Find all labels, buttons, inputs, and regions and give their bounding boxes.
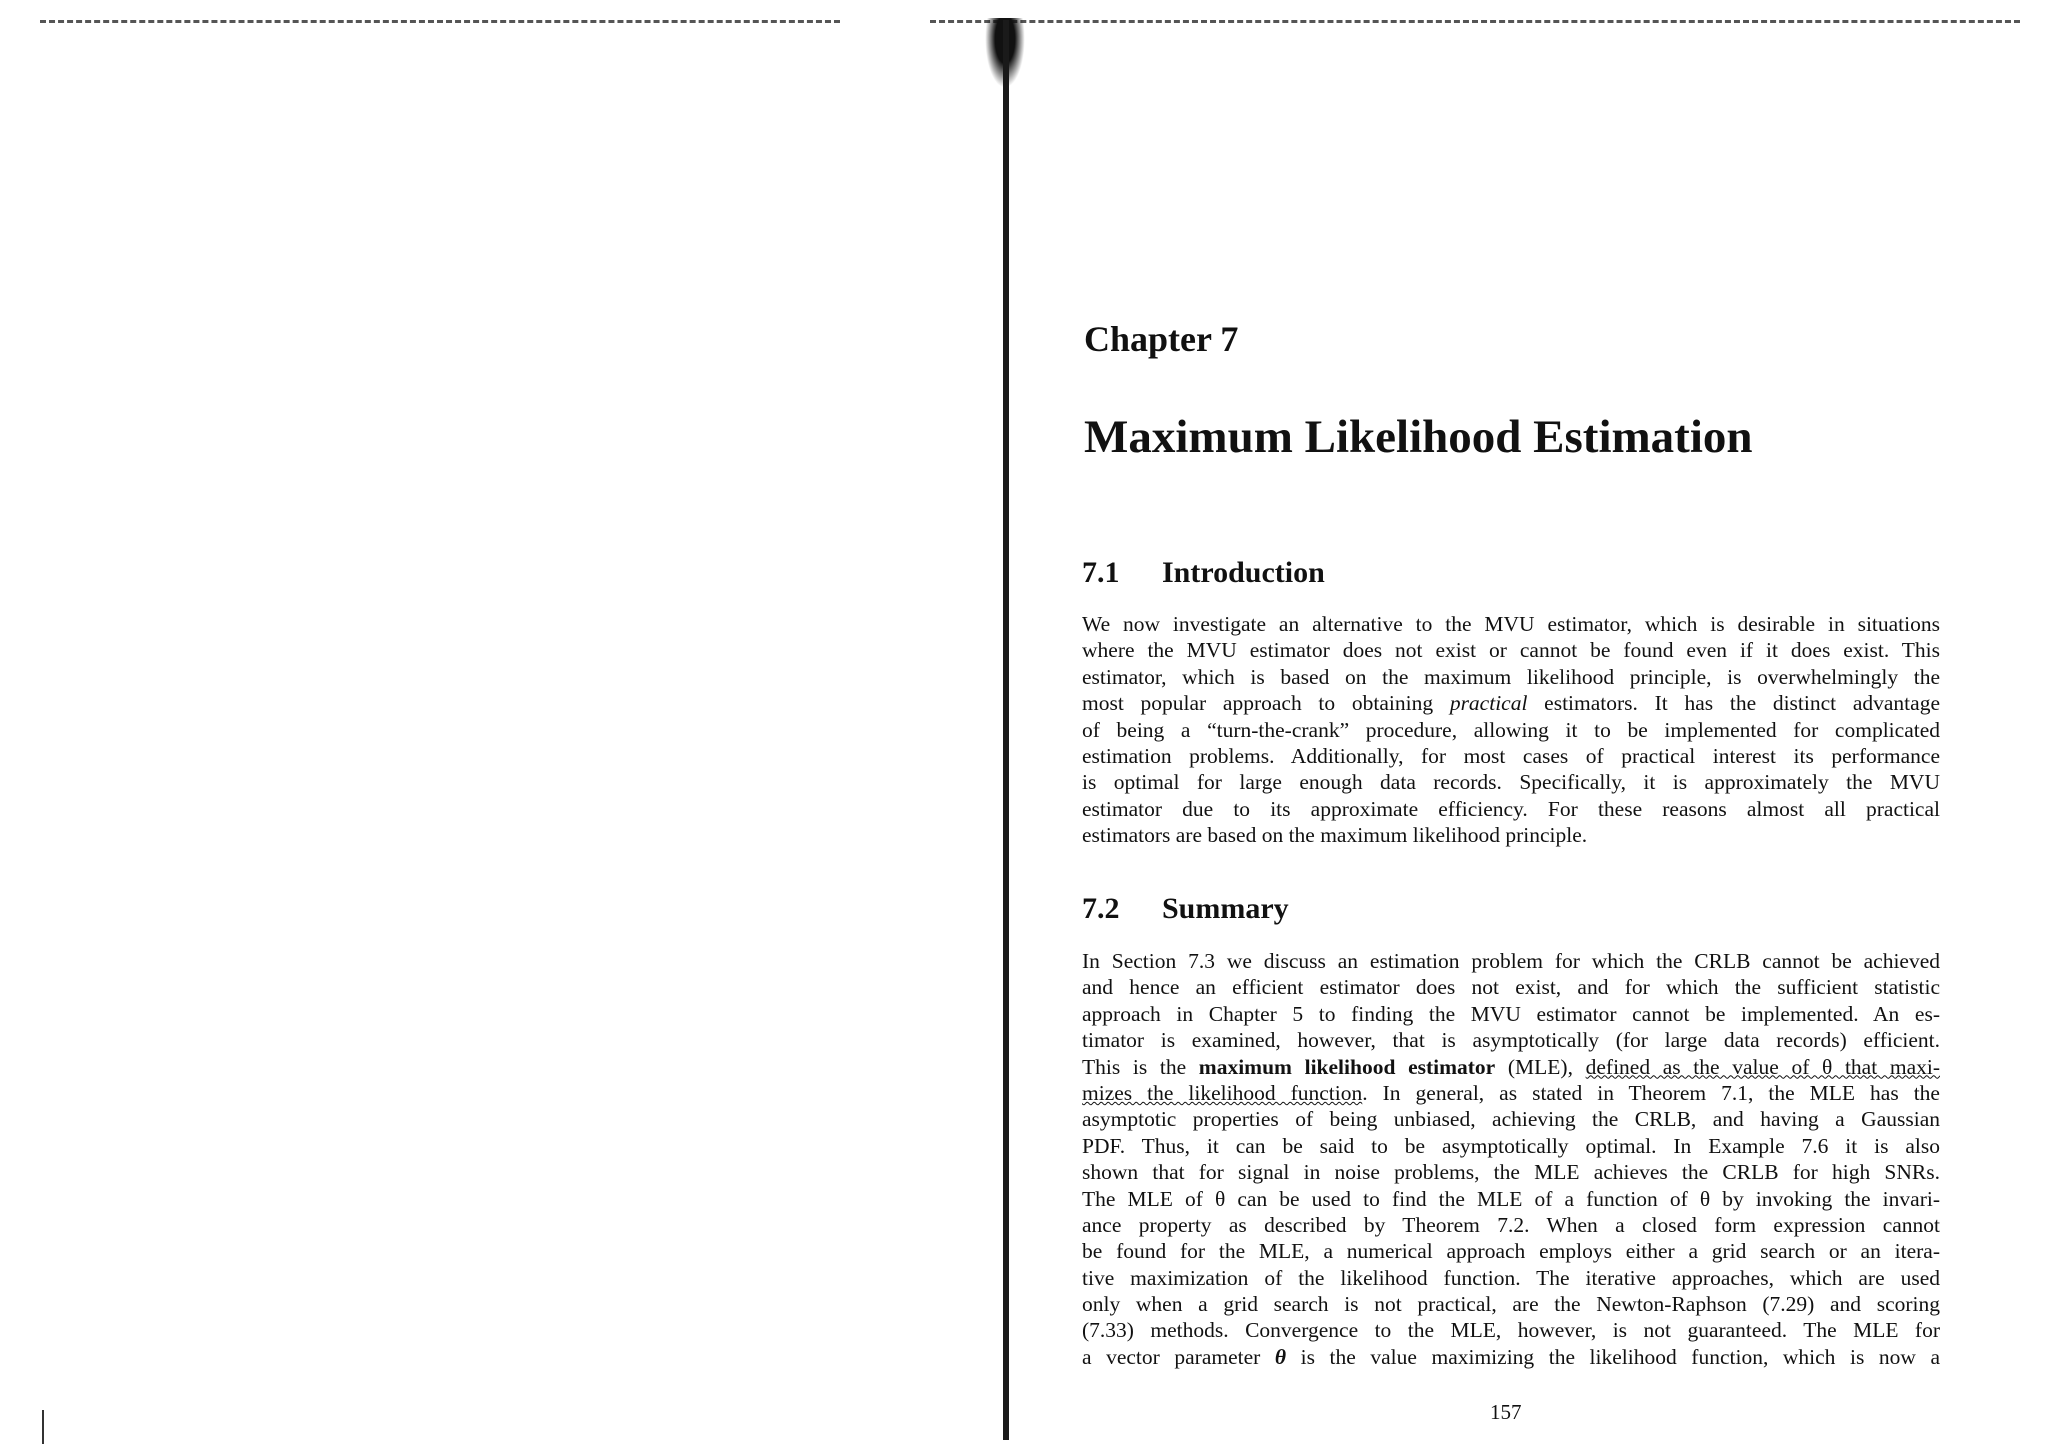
text-line: ance property as described by Theorem 7.2. When a closed form expression cannot [1082, 1212, 1940, 1237]
chapter-label: Chapter 7 [1084, 319, 1239, 359]
text-line: asymptotic properties of being unbiased, achieving the CRLB, and having a Gaussian [1082, 1107, 1940, 1132]
scan-top-edge-right [930, 20, 2020, 23]
bold-theta: θ [1274, 1344, 1287, 1369]
text-line: shown that for signal in noise problems, the MLE achieves the CRLB for high SNRs. [1082, 1160, 1940, 1185]
chapter-title: Maximum Likelihood Estimation [1084, 411, 1753, 463]
text-fragment: (MLE), [1495, 1054, 1586, 1079]
section-heading-summary [1082, 892, 1289, 926]
section-number: 7.2 [1082, 892, 1120, 925]
text-line [1082, 1054, 1940, 1080]
text-line: timator is examined, however, that is asymptotically (for large data records) efficient. [1082, 1028, 1940, 1053]
italic-word: practical [1449, 691, 1528, 716]
text-line: is optimal for large enough data records. Specifically, it is approximately the MVU [1082, 770, 1940, 795]
text-line [1082, 1080, 1940, 1106]
scan-mark [42, 1410, 44, 1444]
text-fragment: This is the [1082, 1054, 1199, 1079]
text-line: (7.33) methods. Convergence to the MLE, however, is not guaranteed. The MLE for [1082, 1318, 1940, 1343]
text-line: We now investigate an alternative to the MVU estimator, which is desirable in situations [1082, 612, 1940, 636]
text-line: estimator, which is based on the maximum likelihood principle, is overwhelmingly the [1082, 664, 1940, 689]
section-title: Introduction [1162, 556, 1325, 589]
section-heading-introduction [1082, 556, 1325, 590]
page-number: 157 [1490, 1400, 1522, 1424]
text-line: approach in Chapter 5 to finding the MVU estimator cannot be implemented. An es- [1082, 1001, 1940, 1026]
text-line: estimators are based on the maximum likelihood principle. [1082, 823, 1588, 848]
text-line [1082, 1344, 1940, 1370]
summary-paragraph [1082, 948, 1940, 1370]
bold-term: maximum likelihood estimator [1198, 1054, 1496, 1079]
text-fragment: . In general, as stated in Theorem 7.1, the MLE has the [1362, 1080, 1940, 1105]
text-line: be found for the MLE, a numerical approach employs either a grid search or an itera- [1082, 1239, 1940, 1264]
scan-top-edge [40, 20, 840, 23]
text-line: In Section 7.3 we discuss an estimation problem for which the CRLB cannot be achieved [1082, 949, 1940, 973]
handwritten-underline: mizes the likelihood function [1082, 1080, 1363, 1105]
text-fragment: a vector parameter [1082, 1344, 1275, 1369]
text-line: tive maximization of the likelihood function. The iterative approaches, which are used [1082, 1265, 1940, 1290]
text-fragment: is the value maximizing the likelihood function, which is now a [1286, 1344, 1941, 1369]
text-line: and hence an efficient estimator does not exist, and for which the sufficient statistic [1082, 975, 1940, 1000]
text-line: estimation problems. Additionally, for most cases of practical interest its performance [1082, 743, 1940, 768]
text-line: estimator due to its approximate efficiency. For these reasons almost all practical [1082, 796, 1940, 821]
text-line: PDF. Thus, it can be said to be asymptotically optimal. In Example 7.6 it is also [1082, 1133, 1940, 1158]
book-spine [1003, 20, 1009, 1440]
text-line: only when a grid search is not practical, are the Newton-Raphson (7.29) and scoring [1082, 1292, 1940, 1317]
text-line: most popular approach to obtaining practical estimators. It has the distinct advantage [1082, 691, 1940, 716]
section-title: Summary [1162, 892, 1289, 925]
text-line: where the MVU estimator does not exist or cannot be found even if it does exist. This [1082, 638, 1940, 663]
text-line: of being a “turn-the-crank” procedure, allowing it to be implemented for complicated [1082, 717, 1940, 742]
introduction-paragraph [1082, 611, 1940, 849]
handwritten-underline: defined as the value of θ that maxi- [1585, 1054, 1940, 1079]
section-number: 7.1 [1082, 556, 1120, 589]
text-line: The MLE of θ can be used to find the MLE of a function of θ by invoking the invari- [1082, 1186, 1940, 1211]
